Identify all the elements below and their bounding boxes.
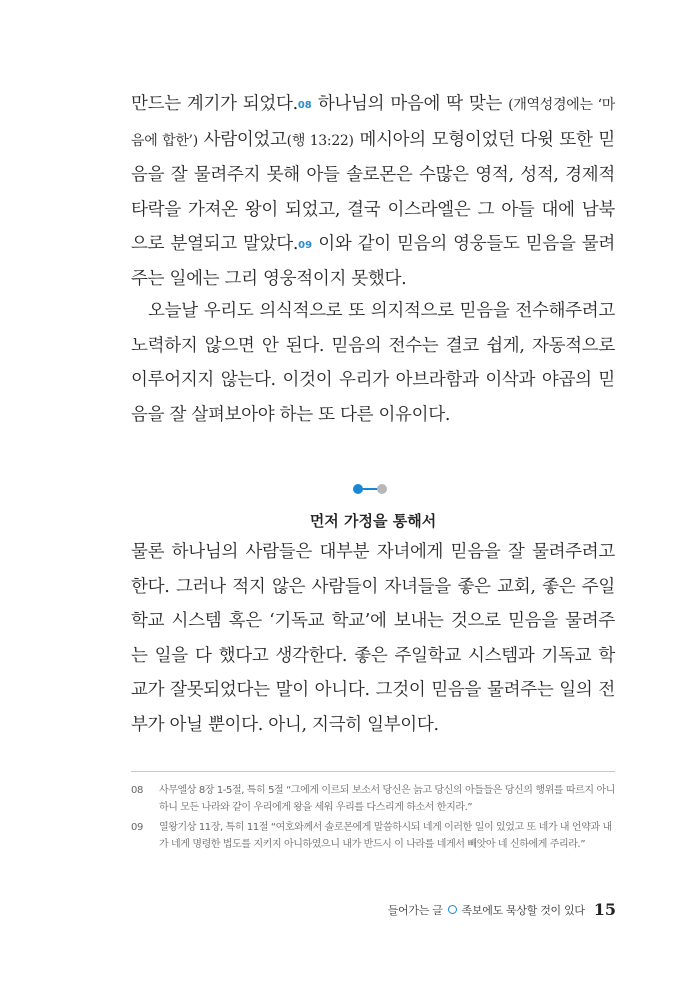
scripture-reference: (행 13:22) [286,132,354,149]
text-run: 만드는 계기가 되었다. [131,94,298,114]
footer-subtitle: 족보에도 묵상할 것이 있다 [461,903,585,917]
body-paragraph-2: 오늘날 우리도 의식적으로 또 의지적으로 믿음을 전수해주려고 노력하지 않으면 안 된다. 믿음의 전수는 결코 쉽게, 자동적으로 이루어지지 않는다. 이것이 우리가 아브라함과 이삭과 야곱의 믿음을 잘 살펴보아야 하는 또 다른 이유이다. [131,301,615,425]
footnote-text: 사무엘상 8장 1-5절, 특히 5절 “그에게 이르되 보소서 당신은 늙고 당신의 아들들은 당신의 행위를 따르지 아니하니 모든 나라와 같이 우리에게 왕을 세워 우리를 다스리게 하소서 한지라.” [159,785,615,813]
footer-section-title: 들어가는 글 [387,903,443,917]
text-run: 이와 같이 믿음의 영웅들도 믿음을 물려주는 일에는 그리 영웅적이지 못했다. [131,234,616,289]
section-divider-icon [353,484,389,494]
page-number: 15 [593,900,616,919]
footnote-09 [131,819,615,853]
circle-separator-icon [448,905,457,914]
footnote-number: 08 [131,785,143,796]
section-heading: 먼저 가정을 통해서 [309,512,437,530]
text-run: 사람이었고 [197,129,287,150]
text-run: 하나님의 마음에 딱 맞는 [311,94,509,114]
footnote-ref-08[interactable]: 08 [297,100,312,111]
footnote-number: 09 [131,822,143,833]
text-run: 메시아의 모형이었던 다윗 또한 믿음을 잘 물려주지 못해 아들 솔로몬은 수많은 영적, 성적, 경제적 타락을 가져온 왕이 되었고, 결국 이스라엘은 그 아들 대에 남북으로 분열되고 말았다. [131,129,615,254]
body-paragraph-1 [131,87,615,296]
body-paragraph-3: 물론 하나님의 사람들은 대부분 자녀에게 믿음을 잘 물려주려고 한다. 그러나 적지 않은 사람들이 자녀들을 좋은 교회, 좋은 주일학교 시스템 혹은 ‘기독교 학교’에 보내는 것으로 믿음을 물려주는 일을 다 했다고 생각한다. 좋은 주일학교 시스템과 기독교 학교가 잘못되었다는 말이 아니다. 그것이 믿음을 물려주는 일의 전부가 아닐 뿐이다. 아니, 지극히 일부이다. [131,542,615,735]
footnote-08 [131,782,615,816]
footnote-text: 열왕기상 11장, 특히 11절 “여호와께서 솔로몬에게 말씀하시되 네게 이러한 일이 있었고 또 네가 내 언약과 내가 네게 명령한 법도를 지키지 아니하였으니 내가 반드시 이 나라를 네게서 빼앗아 네 신하에게 주리라.” [159,822,612,850]
footnote-ref-09[interactable]: 09 [298,240,313,251]
parenthetical-note: (개역성경에는 ‘마음에 합한’) [131,97,615,149]
footnote-divider [131,771,615,772]
page-footer [388,900,616,919]
